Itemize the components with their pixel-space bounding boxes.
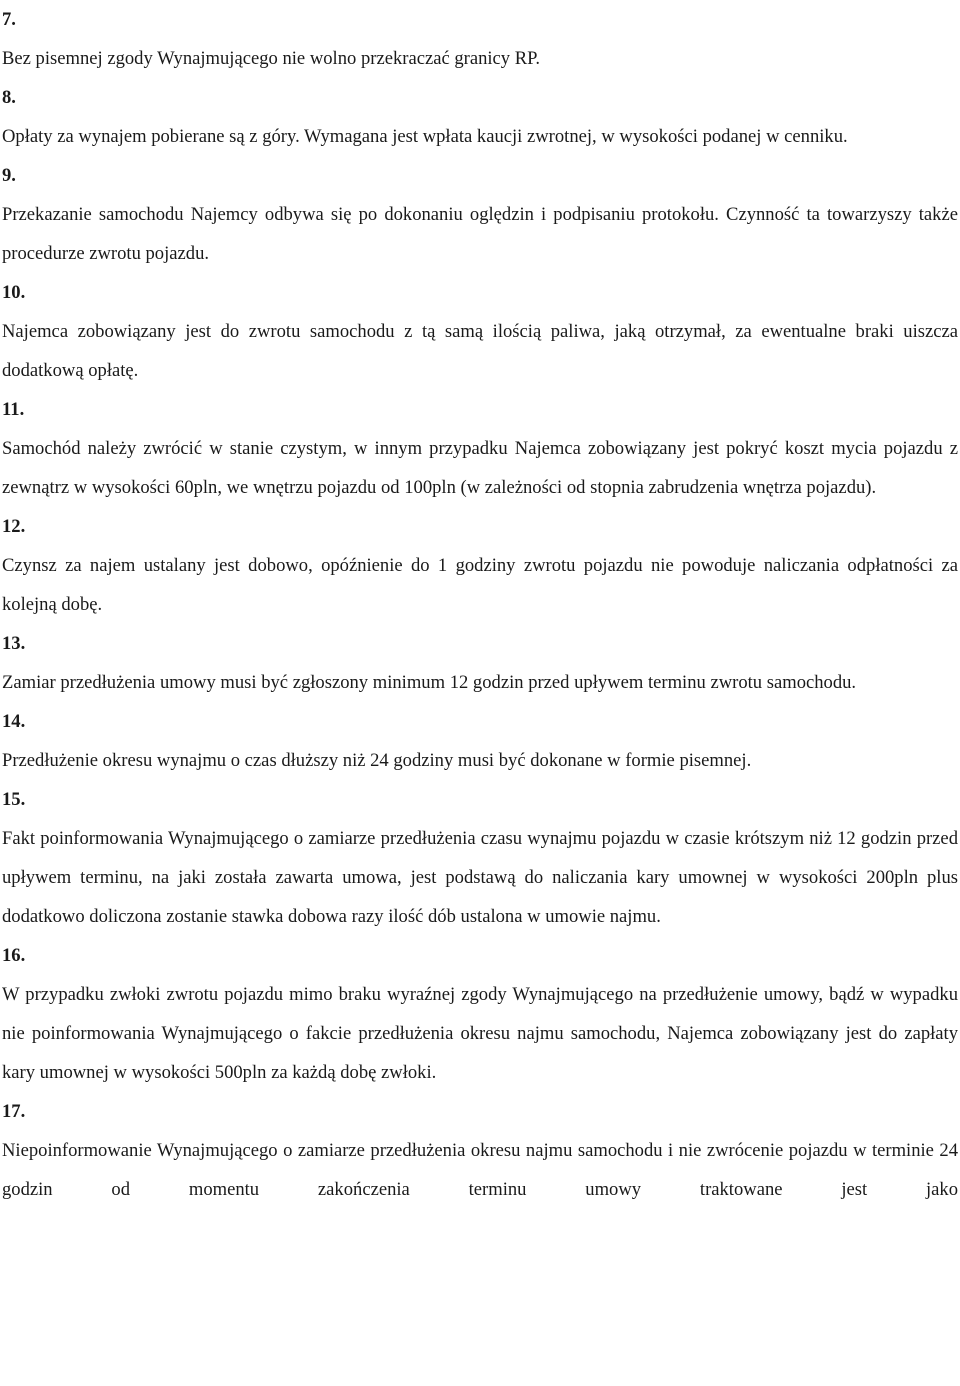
clause-number-12: 12. bbox=[2, 516, 26, 537]
clause-number-14: 14. bbox=[2, 711, 26, 732]
clause-text-8: Opłaty za wynajem pobierane są z góry. Wymagana jest wpłata kaucji zwrotnej, w wysokości podanej w cenniku. bbox=[2, 126, 848, 147]
clause-number-17: 17. bbox=[2, 1101, 26, 1122]
clause-number-8: 8. bbox=[2, 87, 16, 108]
clause-text-7: Bez pisemnej zgody Wynajmującego nie wolno przekraczać granicy RP. bbox=[2, 48, 541, 69]
clause-text-13: Zamiar przedłużenia umowy musi być zgłoszony minimum 12 godzin przed upływem terminu zwrotu samochodu. bbox=[2, 672, 857, 693]
clause-number-16: 16. bbox=[2, 945, 26, 966]
clause-number-10: 10. bbox=[2, 282, 26, 303]
clause-text-15: Fakt poinformowania Wynajmującego o zamiarze przedłużenia czasu wynajmu pojazdu w czasie krótszym niż 12 godzin przed upływem terminu, na jaki została zawarta umowa, jest podstawą do naliczania kary umownej w wysokości 200pln plus dodatkowo doliczona zostanie stawka dobowa razy ilość dób ustalona w umowie najmu. bbox=[2, 828, 958, 927]
clause-text-11: Samochód należy zwrócić w stanie czystym, w innym przypadku Najemca zobowiązany jest pokryć koszt mycia pojazdu z zewnątrz w wysokości 60pln, we wnętrzu pojazdu od 100pln (w zależności od stopnia zabrudzenia wnętrza pojazdu). bbox=[2, 438, 958, 498]
clause-text-10: Najemca zobowiązany jest do zwrotu samochodu z tą samą ilością paliwa, jaką otrzymał, za ewentualne braki uiszcza dodatkową opłatę. bbox=[2, 321, 958, 381]
clause-text-14: Przedłużenie okresu wynajmu o czas dłuższy niż 24 godziny musi być dokonane w formie pisemnej. bbox=[2, 750, 752, 771]
clause-text-17: Niepoinformowanie Wynajmującego o zamiarze przedłużenia okresu najmu samochodu i nie zwrócenie pojazdu w terminie 24 godzin od momentu zakończenia terminu umowy traktowane jest jako bbox=[2, 1140, 958, 1200]
clause-text-12: Czynsz za najem ustalany jest dobowo, opóźnienie do 1 godziny zwrotu pojazdu nie powoduje naliczania odpłatności za kolejną dobę. bbox=[2, 555, 958, 615]
clause-number-13: 13. bbox=[2, 633, 26, 654]
clause-number-11: 11. bbox=[2, 399, 25, 420]
clause-number-7: 7. bbox=[2, 9, 16, 30]
clause-number-15: 15. bbox=[2, 789, 26, 810]
clause-text-9: Przekazanie samochodu Najemcy odbywa się po dokonaniu oględzin i podpisaniu protokołu. Czynność ta towarzyszy także procedurze zwrotu pojazdu. bbox=[2, 204, 958, 264]
clause-number-9: 9. bbox=[2, 165, 16, 186]
clause-text-16: W przypadku zwłoki zwrotu pojazdu mimo braku wyraźnej zgody Wynajmującego na przedłużenie umowy, bądź w wypadku nie poinformowania Wynajmującego o fakcie przedłużenia okresu najmu samochodu, Najemca zobowiązany jest do zapłaty kary umownej w wysokości 500pln za każdą dobę zwłoki. bbox=[2, 984, 958, 1083]
document-page bbox=[2, 0, 958, 1209]
